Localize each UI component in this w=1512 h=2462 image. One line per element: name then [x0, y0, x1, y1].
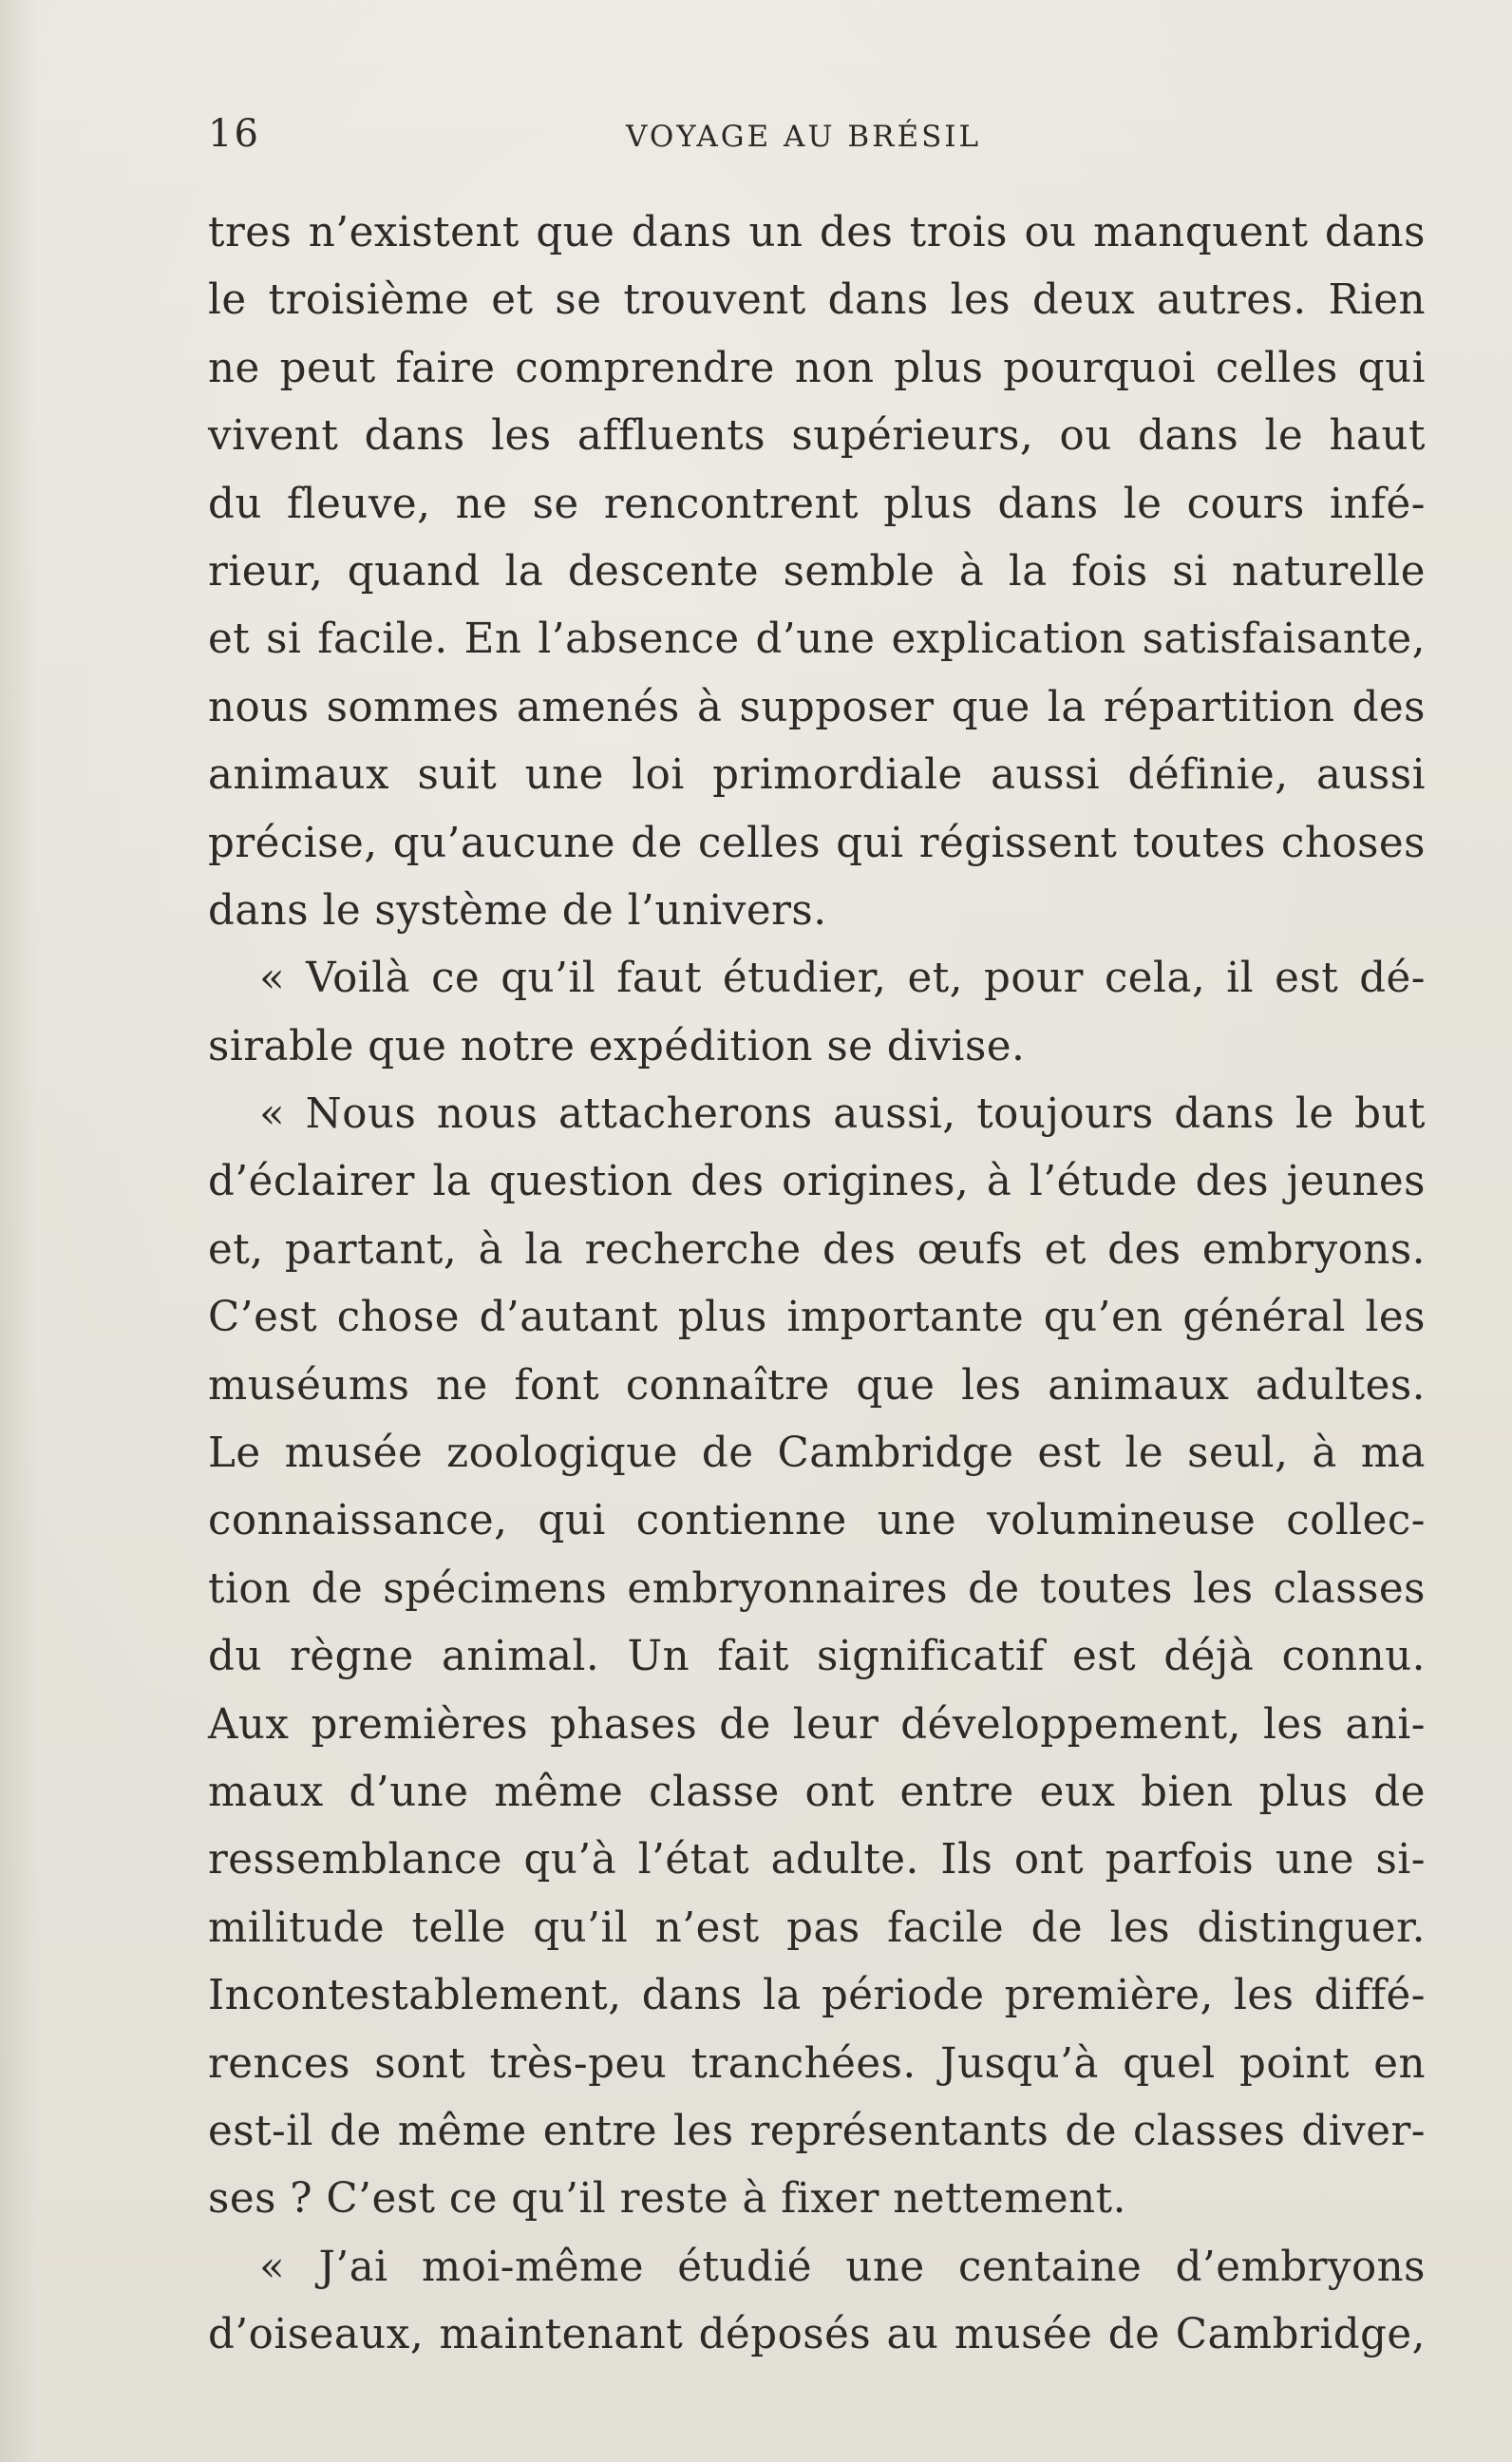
text-line: d’éclairer la question des origines, à l’étude des jeunes [208, 1158, 1426, 1206]
text-line: d’oiseaux, maintenant déposés au musée de Cambridge, [208, 2311, 1426, 2359]
text-line: connaissance, qui contienne une volumineuse collec- [208, 1497, 1426, 1545]
text-line: le troisième et se trouvent dans les deux autres. Rien [208, 276, 1426, 325]
text-line: tion de spécimens embryonnaires de toutes les classes [208, 1564, 1426, 1613]
text-line: et, partant, à la recherche des œufs et des embryons. [208, 1225, 1426, 1274]
text-line: Incontestablement, dans la période première, les diffé- [208, 1972, 1426, 2020]
text-line: « J’ai moi-même étudié une centaine d’embryons [259, 2243, 1426, 2291]
text-line: rieur, quand la descente semble à la fois si naturelle [208, 547, 1426, 596]
text-line: rences sont très-peu tranchées. Jusqu’à quel point en [208, 2039, 1426, 2088]
text-line: du fleuve, ne se rencontrent plus dans le cours infé- [208, 480, 1426, 528]
text-line: animaux suit une loi primordiale aussi définie, aussi [208, 751, 1426, 800]
text-line: C’est chose d’autant plus importante qu’en général les [208, 1294, 1426, 1342]
text-line: vivent dans les affluents supérieurs, ou dans le haut [208, 412, 1426, 461]
text-line: du règne animal. Un fait significatif est déjà connu. [208, 1633, 1426, 1681]
page-number: 16 [208, 112, 260, 156]
text-line: maux d’une même classe ont entre eux bien plus de [208, 1768, 1426, 1816]
text-line: militude telle qu’il n’est pas facile de les distinguer. [208, 1903, 1426, 1952]
text-line: tres n’existent que dans un des trois ou manquent dans [208, 209, 1426, 256]
running-title: VOYAGE AU BRÉSIL [626, 120, 982, 154]
body-text [208, 199, 1426, 2370]
text-line: est-il de même entre les représentants de classes diver- [208, 2107, 1426, 2155]
page-header [208, 112, 1425, 160]
text-line: précise, qu’aucune de celles qui régissent toutes choses [208, 819, 1426, 867]
text-line: et si facile. En l’absence d’une explication satisfaisante, [208, 616, 1426, 664]
text-line: ses ? C’est ce qu’il reste à fixer nettement. [208, 2175, 1126, 2224]
text-line: ne peut faire comprendre non plus pourquoi celles qui [208, 344, 1426, 392]
text-line: ressemblance qu’à l’état adulte. Ils ont parfois une si- [208, 1836, 1426, 1884]
text-line: muséums ne font connaître que les animaux adultes. [208, 1361, 1426, 1410]
text-line: nous sommes amenés à supposer que la répartition des [208, 683, 1426, 731]
text-line: « Nous nous attacherons aussi, toujours dans le but [259, 1090, 1426, 1139]
text-line: dans le système de l’univers. [208, 886, 827, 935]
text-line: Le musée zoologique de Cambridge est le seul, à ma [208, 1430, 1426, 1478]
text-line: sirable que notre expédition se divise. [208, 1022, 1026, 1070]
text-line: « Voilà ce qu’il faut étudier, et, pour cela, il est dé- [259, 955, 1426, 1003]
text-line: Aux premières phases de leur développement, les ani- [208, 1700, 1426, 1749]
